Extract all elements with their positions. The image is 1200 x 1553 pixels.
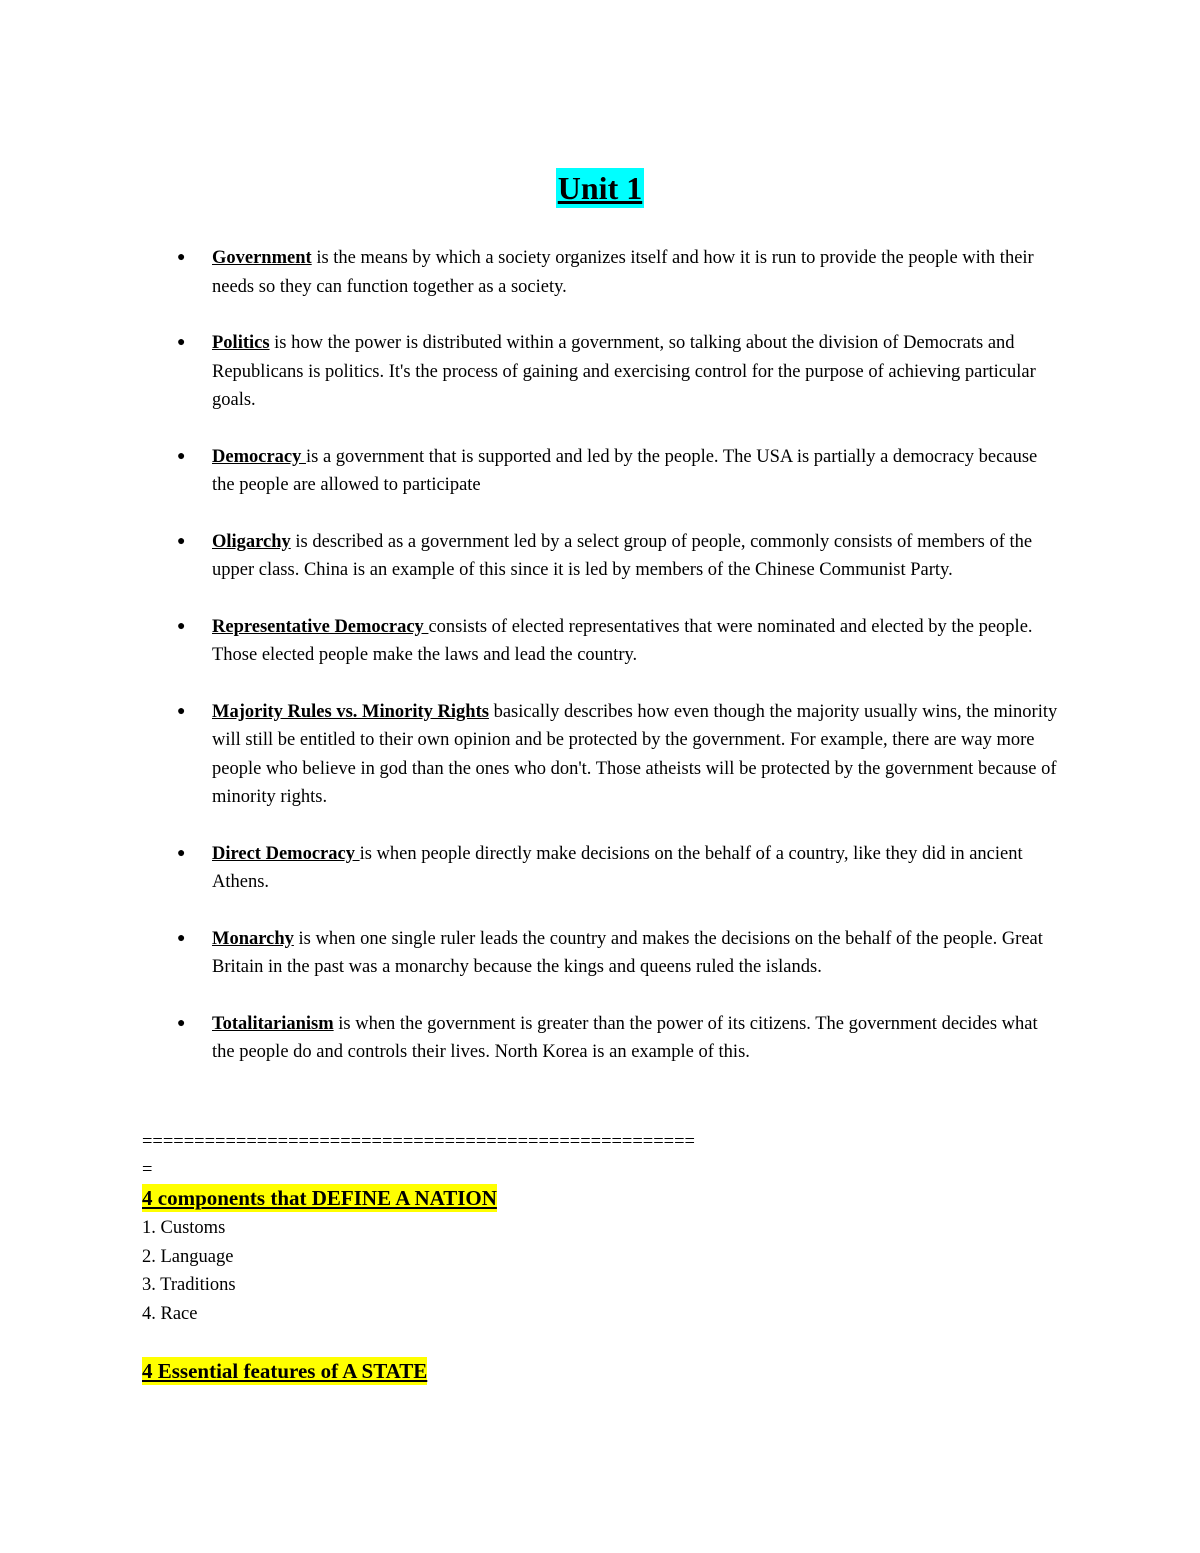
bullet-icon: ● [177, 250, 186, 265]
bullet-icon: ● [177, 533, 186, 549]
definition-text: consists of elected representatives that were nominated and elected by the people. Those elected people make the laws and lead the country. [212, 616, 1033, 665]
bullet-icon: ● [177, 930, 186, 946]
definition-term: Direct Democracy [212, 843, 360, 864]
definition-term: Representative Democracy [212, 616, 429, 637]
nation-component-item: 2. Language [142, 1246, 234, 1267]
definition-text: is described as a government led by a select group of people, commonly consists of members of the upper class. China is an example of this since it is led by members of the Chinese Communist Party. [212, 531, 1033, 580]
definition-item [172, 613, 1062, 670]
bullet-icon: ● [177, 845, 186, 861]
bullet-icon: ● [177, 618, 186, 634]
definitions-list [172, 244, 1062, 1095]
definition-text: is a government that is supported and led by the people. The USA is partially a democracy because the people are allowed to participate [212, 446, 1038, 495]
definition-text: is when one single ruler leads the country and makes the decisions on the behalf of the people. Great Britain in the past was a monarchy because the kings and queens ruled the islands. [212, 928, 1043, 977]
definition-item [172, 840, 1062, 897]
definition-term: Totalitarianism [212, 1013, 334, 1034]
definition-text: basically describes how even though the majority usually wins, the minority will still be entitled to their own opinion and be protected by the government. For example, there are way more people who believe in god than the ones who don't. Those atheists will be protected by the government because of minority rights. [212, 701, 1058, 807]
definition-term: Government [212, 248, 312, 268]
nation-components-list [142, 1214, 236, 1328]
separator-segment: ===================================================== [142, 1132, 695, 1152]
nation-component-item: 3. Traditions [142, 1275, 236, 1295]
definition-text: is when people directly make decisions on the behalf of a country, like they did in ancient Athens. [212, 843, 1023, 892]
bullet-icon: ● [177, 1015, 186, 1031]
separator-line [142, 1128, 1062, 1184]
definition-text: is the means by which a society organizes itself and how it is run to provide the people with their needs so they can function together as a society. [212, 248, 1034, 297]
definition-term: Democracy [212, 446, 306, 467]
state-heading: 4 Essential features of A STATE [142, 1359, 428, 1383]
separator-segment: = [142, 1160, 153, 1180]
definition-item [172, 244, 1062, 301]
definition-item [172, 528, 1062, 585]
definition-text: is when the government is greater than the power of its citizens. The government decides what the people do and controls their lives. North Korea is an example of this. [212, 1013, 1038, 1062]
definition-item [172, 698, 1062, 812]
bullet-icon: ● [177, 703, 186, 719]
nation-component-item: 4. Race [142, 1303, 198, 1324]
definition-term: Monarchy [212, 928, 294, 949]
definition-item [172, 1010, 1062, 1067]
definition-text: is how the power is distributed within a government, so talking about the division of Democrats and Republicans is politics. It's the process of gaining and exercising control for the purpose of achieving particular goals. [212, 333, 1036, 410]
definition-item [172, 443, 1062, 500]
definition-term: Majority Rules vs. Minority Rights [212, 701, 489, 722]
nation-component-item: 1. Customs [142, 1218, 226, 1238]
definition-item [172, 925, 1062, 982]
document-title: Unit 1 [557, 170, 643, 206]
definition-term: Oligarchy [212, 531, 291, 552]
bullet-icon: ● [177, 335, 186, 350]
nation-heading: 4 components that DEFINE A NATION [142, 1186, 497, 1210]
bullet-icon: ● [177, 448, 186, 464]
definition-item [172, 329, 1062, 415]
definition-term: Politics [212, 333, 270, 353]
title-wrap [0, 168, 1200, 208]
